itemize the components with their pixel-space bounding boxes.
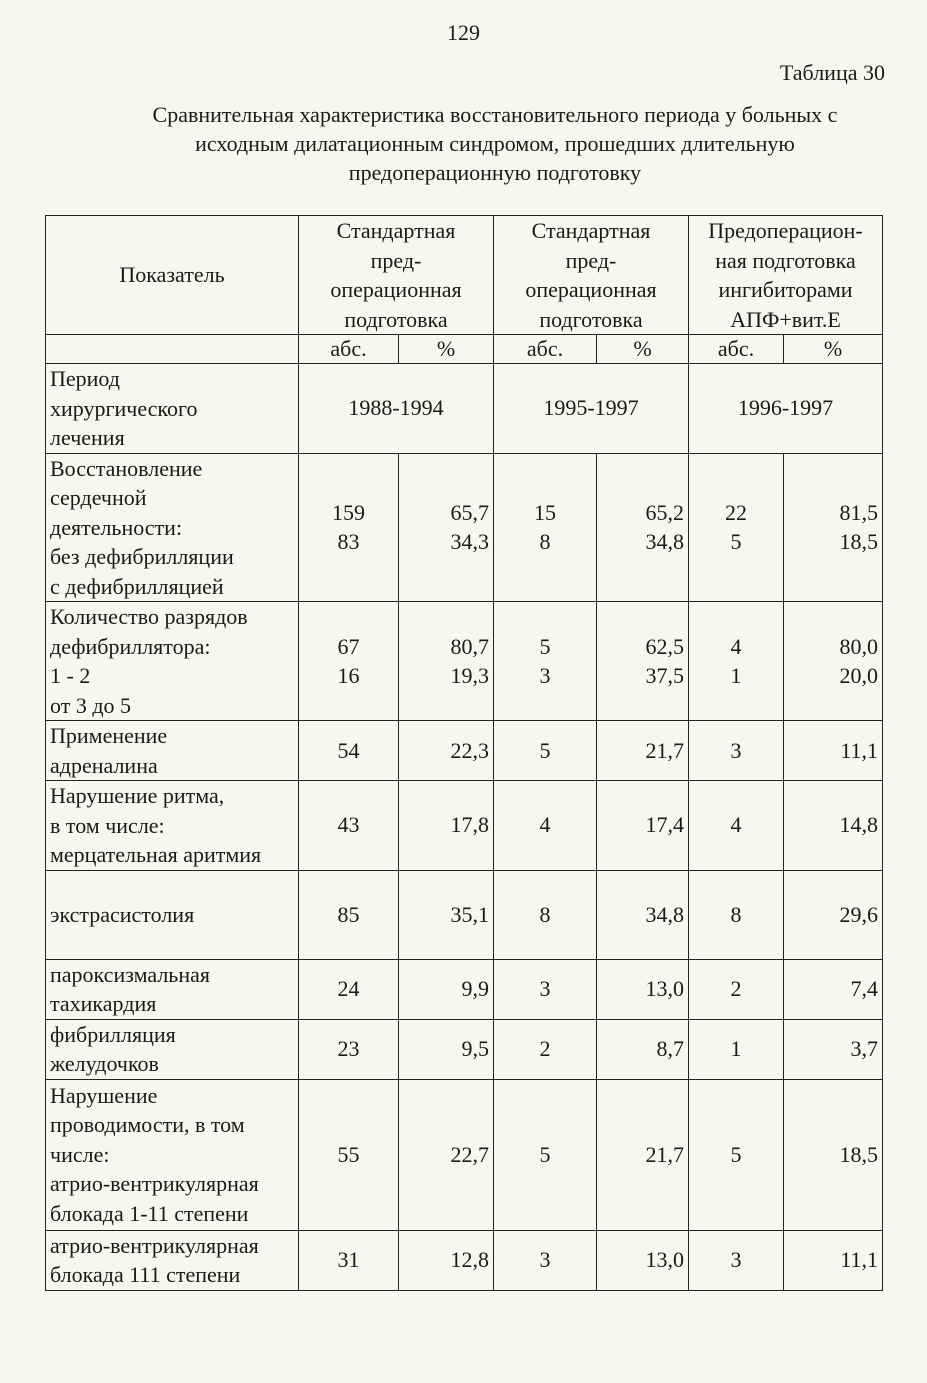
row-label: Количество разрядов дефибриллятора: 1 - 2 от 3 до 5 (46, 602, 299, 721)
cell-abs: 8 (494, 870, 597, 959)
cell-abs: 5 (494, 721, 597, 781)
cell-pct: 8,7 (597, 1019, 689, 1079)
cell-abs: 4 (494, 781, 597, 871)
cell-abs: 15 8 (494, 453, 597, 602)
cell-pct: 14,8 (784, 781, 883, 871)
header-group-standard-1: Стандартная пред- операционная подготовка (299, 216, 494, 335)
row-label: Применение адреналина (46, 721, 299, 781)
header-abs: абс. (689, 335, 784, 364)
cell-pct: 21,7 (597, 1079, 689, 1230)
cell-abs: 1 (689, 1019, 784, 1079)
header-group-standard-2: Стандартная пред- операционная подготовка (494, 216, 689, 335)
header-abs: абс. (299, 335, 399, 364)
cell-pct: 62,5 37,5 (597, 602, 689, 721)
cell-pct: 11,1 (784, 721, 883, 781)
table-row (46, 602, 883, 721)
cell-abs: 5 3 (494, 602, 597, 721)
cell-pct: 7,4 (784, 959, 883, 1019)
cell-pct: 13,0 (597, 1230, 689, 1290)
table-row (46, 1079, 883, 1230)
cell-abs: 2 (494, 1019, 597, 1079)
cell-pct: 9,5 (399, 1019, 494, 1079)
cell-pct: 35,1 (399, 870, 494, 959)
header-pct: % (784, 335, 883, 364)
cell-abs: 85 (299, 870, 399, 959)
period-value: 1988-1994 (299, 364, 494, 454)
title-line: исходным дилатационным синдромом, прошедших длительную (195, 131, 795, 156)
table-row (46, 1230, 883, 1290)
title-line: Сравнительная характеристика восстановительного периода у больных с (152, 102, 838, 127)
header-abs: абс. (494, 335, 597, 364)
header-group-ace-vitamin-e: Предоперацион- ная подготовка ингибиторами АПФ+вит.Е (689, 216, 883, 335)
cell-pct: 22,7 (399, 1079, 494, 1230)
cell-abs: 3 (494, 1230, 597, 1290)
cell-pct: 65,7 34,3 (399, 453, 494, 602)
cell-pct: 12,8 (399, 1230, 494, 1290)
cell-abs: 8 (689, 870, 784, 959)
row-label: атрио-вентрикулярная блокада 111 степени (46, 1230, 299, 1290)
cell-pct: 18,5 (784, 1079, 883, 1230)
period-value: 1996-1997 (689, 364, 883, 454)
cell-pct: 80,7 19,3 (399, 602, 494, 721)
cell-abs: 4 (689, 781, 784, 871)
table-row-period (46, 364, 883, 454)
cell-abs: 55 (299, 1079, 399, 1230)
header-indicator: Показатель (46, 216, 299, 335)
row-label: фибрилляция желудочков (46, 1019, 299, 1079)
table-row (46, 781, 883, 871)
row-label: Восстановление сердечной деятельности: без дефибрилляции с дефибрилляцией (46, 453, 299, 602)
cell-pct: 34,8 (597, 870, 689, 959)
cell-pct: 11,1 (784, 1230, 883, 1290)
cell-abs: 31 (299, 1230, 399, 1290)
data-table (45, 215, 883, 1291)
row-label: Нарушение проводимости, в том числе: атрио-вентрикулярная блокада 1-11 степени (46, 1079, 299, 1230)
cell-pct: 17,4 (597, 781, 689, 871)
cell-abs: 24 (299, 959, 399, 1019)
cell-pct: 29,6 (784, 870, 883, 959)
cell-abs: 5 (494, 1079, 597, 1230)
row-label: Период хирургического лечения (46, 364, 299, 454)
header-sub-empty (46, 335, 299, 364)
cell-abs: 23 (299, 1019, 399, 1079)
table-title (100, 100, 890, 187)
table-label: Таблица 30 (779, 60, 885, 85)
table-row (46, 959, 883, 1019)
cell-abs: 159 83 (299, 453, 399, 602)
table-row (46, 870, 883, 959)
row-label: Нарушение ритма, в том числе: мерцательная аритмия (46, 781, 299, 871)
cell-pct: 17,8 (399, 781, 494, 871)
row-label: экстрасистолия (46, 870, 299, 959)
cell-abs: 5 (689, 1079, 784, 1230)
cell-abs: 3 (689, 1230, 784, 1290)
row-label: пароксизмальная тахикардия (46, 959, 299, 1019)
table-row (46, 721, 883, 781)
cell-pct: 80,0 20,0 (784, 602, 883, 721)
table-row (46, 1019, 883, 1079)
cell-abs: 3 (689, 721, 784, 781)
cell-abs: 4 1 (689, 602, 784, 721)
cell-pct: 3,7 (784, 1019, 883, 1079)
cell-abs: 3 (494, 959, 597, 1019)
header-pct: % (597, 335, 689, 364)
period-value: 1995-1997 (494, 364, 689, 454)
title-line: предоперационную подготовку (348, 160, 642, 185)
header-pct: % (399, 335, 494, 364)
page-number: 129 (447, 20, 480, 45)
cell-pct: 13,0 (597, 959, 689, 1019)
cell-abs: 67 16 (299, 602, 399, 721)
cell-pct: 65,2 34,8 (597, 453, 689, 602)
cell-pct: 81,5 18,5 (784, 453, 883, 602)
cell-pct: 21,7 (597, 721, 689, 781)
table-row (46, 453, 883, 602)
cell-abs: 54 (299, 721, 399, 781)
cell-abs: 22 5 (689, 453, 784, 602)
cell-pct: 9,9 (399, 959, 494, 1019)
cell-abs: 2 (689, 959, 784, 1019)
cell-abs: 43 (299, 781, 399, 871)
cell-pct: 22,3 (399, 721, 494, 781)
